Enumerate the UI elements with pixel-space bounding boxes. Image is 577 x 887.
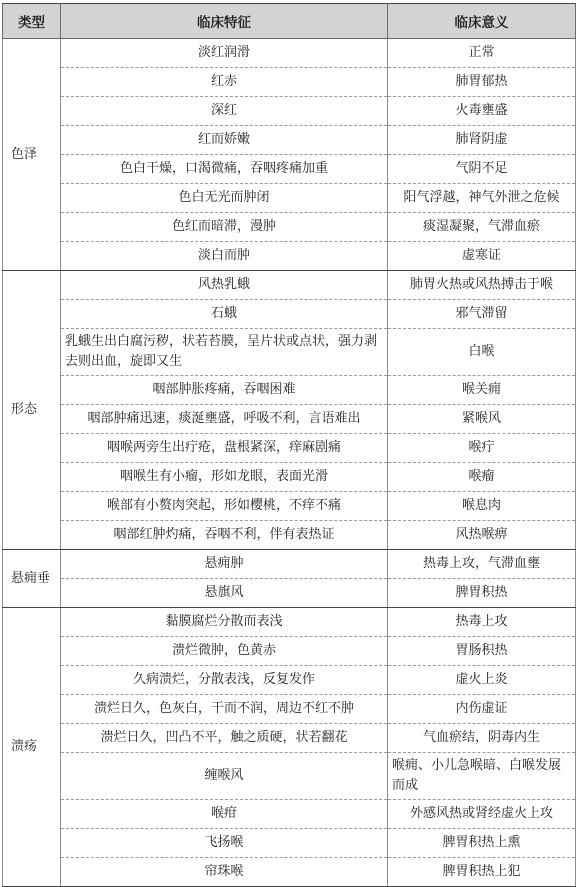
meaning-cell: 正常 [388, 39, 576, 68]
table-row [3, 550, 576, 579]
meaning-cell: 火毒壅盛 [388, 97, 576, 126]
table-row [3, 213, 576, 242]
meaning-cell: 风热喉痹 [388, 521, 576, 550]
feature-cell: 咽喉两旁生出疔疮，盘根紧深，痒麻剧痛 [61, 434, 388, 463]
table-row [3, 126, 576, 155]
table-row [3, 300, 576, 329]
feature-cell: 溃烂日久，色灰白，干而不润，周边不红不肿 [61, 695, 388, 724]
feature-cell: 淡红润滑 [61, 39, 388, 68]
table-row [3, 858, 576, 887]
feature-cell: 飞扬喉 [61, 829, 388, 858]
feature-cell: 乳蛾生出白腐污秽，状若苔膜，呈片状或点状，强力剥去则出血，旋即又生 [61, 329, 388, 376]
table-row [3, 753, 576, 800]
meaning-cell: 白喉 [388, 329, 576, 376]
feature-cell: 咽喉生有小瘤，形如龙眼，表面光滑 [61, 463, 388, 492]
category-cell: 溃疡 [3, 608, 61, 887]
table-row [3, 376, 576, 405]
meaning-cell: 脾胃积热上犯 [388, 858, 576, 887]
table-row [3, 155, 576, 184]
table-row [3, 579, 576, 608]
header-feature: 临床特征 [61, 4, 388, 39]
meaning-cell: 肺肾阴虚 [388, 126, 576, 155]
feature-cell: 悬旗风 [61, 579, 388, 608]
table-row [3, 97, 576, 126]
feature-cell: 缠喉风 [61, 753, 388, 800]
table-row [3, 39, 576, 68]
feature-cell: 淡白而肿 [61, 242, 388, 271]
meaning-cell: 虚火上炎 [388, 666, 576, 695]
meaning-cell: 热毒上攻，气滞血壅 [388, 550, 576, 579]
meaning-cell: 内伤虚证 [388, 695, 576, 724]
meaning-cell: 外感风热或肾经虚火上攻 [388, 800, 576, 829]
feature-cell: 咽部肿胀疼痛，吞咽困难 [61, 376, 388, 405]
table-row [3, 329, 576, 376]
meaning-cell: 肺胃火热或风热搏击于喉 [388, 271, 576, 300]
meaning-cell: 邪气滞留 [388, 300, 576, 329]
feature-cell: 石蛾 [61, 300, 388, 329]
feature-cell: 喉疳 [61, 800, 388, 829]
table-row [3, 724, 576, 753]
feature-cell: 久病溃烂，分散表浅，反复发作 [61, 666, 388, 695]
table-row [3, 608, 576, 637]
meaning-cell: 热毒上攻 [388, 608, 576, 637]
table-row [3, 68, 576, 97]
meaning-cell: 气阴不足 [388, 155, 576, 184]
table-row [3, 521, 576, 550]
table-row [3, 184, 576, 213]
table-row [3, 829, 576, 858]
meaning-cell: 胃肠积热 [388, 637, 576, 666]
table-row [3, 242, 576, 271]
header-meaning: 临床意义 [388, 4, 576, 39]
table-row [3, 463, 576, 492]
feature-cell: 色白干燥，口渴微痛，吞咽疼痛加重 [61, 155, 388, 184]
clinical-table [2, 3, 576, 887]
feature-cell: 色红而暗滞，漫肿 [61, 213, 388, 242]
feature-cell: 色白无光而肿闭 [61, 184, 388, 213]
meaning-cell: 喉关痈 [388, 376, 576, 405]
header-row [3, 4, 576, 39]
feature-cell: 咽部肿痛迅速，痰涎壅盛，呼吸不利，言语难出 [61, 405, 388, 434]
table-row [3, 666, 576, 695]
meaning-cell: 喉瘤 [388, 463, 576, 492]
meaning-cell: 紧喉风 [388, 405, 576, 434]
table-row [3, 271, 576, 300]
category-cell: 色泽 [3, 39, 61, 271]
feature-cell: 喉部有小赘肉突起，形如樱桃，不痒不痛 [61, 492, 388, 521]
meaning-cell: 阳气浮越，神气外泄之危候 [388, 184, 576, 213]
table-row [3, 434, 576, 463]
feature-cell: 黏膜腐烂分散而表浅 [61, 608, 388, 637]
feature-cell: 深红 [61, 97, 388, 126]
table-row [3, 637, 576, 666]
meaning-cell: 脾胃积热上熏 [388, 829, 576, 858]
meaning-cell: 肺胃郁热 [388, 68, 576, 97]
meaning-cell: 气血瘀结，阴毒内生 [388, 724, 576, 753]
feature-cell: 红赤 [61, 68, 388, 97]
feature-cell: 溃烂日久，凹凸不平，触之质硬，状若翻花 [61, 724, 388, 753]
feature-cell: 帘珠喉 [61, 858, 388, 887]
table-row [3, 405, 576, 434]
table-row [3, 800, 576, 829]
table-row [3, 695, 576, 724]
table-row [3, 492, 576, 521]
meaning-cell: 虚寒证 [388, 242, 576, 271]
category-cell: 悬痈垂 [3, 550, 61, 608]
meaning-cell: 脾胃积热 [388, 579, 576, 608]
feature-cell: 咽部红肿灼痛，吞咽不利，伴有表热证 [61, 521, 388, 550]
feature-cell: 溃烂微肿，色黄赤 [61, 637, 388, 666]
feature-cell: 红而娇嫩 [61, 126, 388, 155]
meaning-cell: 喉疔 [388, 434, 576, 463]
feature-cell: 风热乳蛾 [61, 271, 388, 300]
meaning-cell: 喉痈、小儿急喉暗、白喉发展而成 [388, 753, 576, 800]
category-cell: 形态 [3, 271, 61, 550]
header-type: 类型 [3, 4, 61, 39]
meaning-cell: 喉息肉 [388, 492, 576, 521]
meaning-cell: 痰湿凝聚，气滞血瘀 [388, 213, 576, 242]
feature-cell: 悬痈肿 [61, 550, 388, 579]
